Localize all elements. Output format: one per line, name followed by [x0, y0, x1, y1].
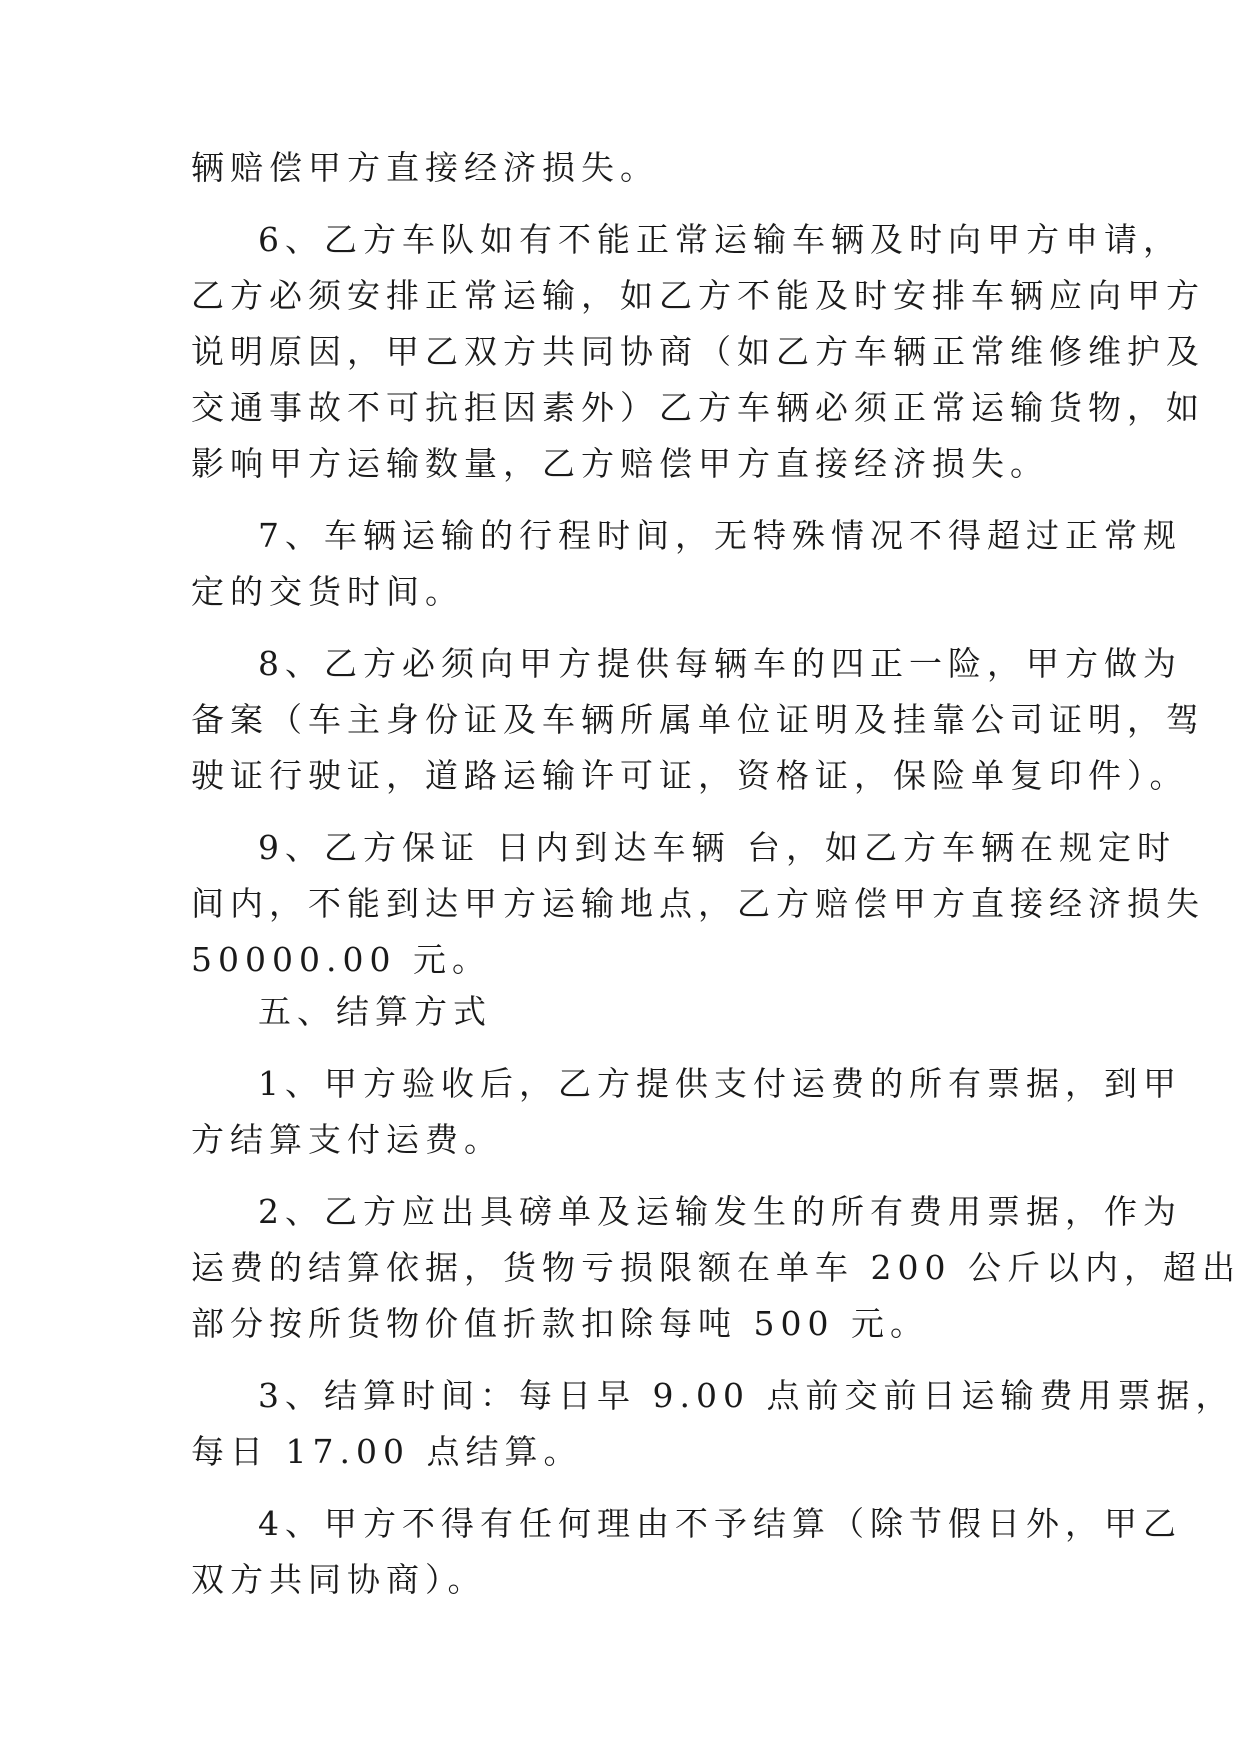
text-line: 说明原因，甲乙双方共同协商（如乙方车辆正常维修维护及 — [191, 332, 1205, 371]
text-line: 2、乙方应出具磅单及运输发生的所有费用票据，作为 — [258, 1192, 1182, 1231]
text-line: 每日 17.00 点结算。 — [191, 1432, 583, 1471]
text-line: 8、乙方必须向甲方提供每辆车的四正一险，甲方做为 — [258, 644, 1182, 683]
text-line: 7、车辆运输的行程时间，无特殊情况不得超过正常规 — [258, 516, 1182, 555]
text-line: 6、乙方车队如有不能正常运输车辆及时向甲方申请， — [258, 220, 1182, 259]
text-line: 辆赔偿甲方直接经济损失。 — [191, 148, 659, 187]
text-line: 3、结算时间：每日早 9.00 点前交前日运输费用票据， — [258, 1376, 1235, 1415]
text-line: 4、甲方不得有任何理由不予结算（除节假日外，甲乙 — [258, 1504, 1182, 1543]
text-line: 定的交货时间。 — [191, 572, 464, 611]
text-line: 备案（车主身份证及车辆所属单位证明及挂靠公司证明，驾 — [191, 700, 1205, 739]
text-line: 乙方必须安排正常运输，如乙方不能及时安排车辆应向甲方 — [191, 276, 1205, 315]
text-line: 交通事故不可抗拒因素外）乙方车辆必须正常运输货物，如 — [191, 388, 1205, 427]
text-line: 9、乙方保证 日内到达车辆 台，如乙方车辆在规定时 — [258, 828, 1176, 867]
text-line: 部分按所货物价值折款扣除每吨 500 元。 — [191, 1304, 929, 1343]
section-heading: 五、结算方式 — [258, 992, 492, 1031]
text-line: 间内，不能到达甲方运输地点，乙方赔偿甲方直接经济损失 — [191, 884, 1205, 923]
text-line: 方结算支付运费。 — [191, 1120, 503, 1159]
text-line: 运费的结算依据，货物亏损限额在单车 200 公斤以内，超出 — [191, 1248, 1241, 1287]
text-line: 影响甲方运输数量，乙方赔偿甲方直接经济损失。 — [191, 444, 1049, 483]
text-line: 驶证行驶证，道路运输许可证，资格证，保险单复印件）。 — [191, 756, 1189, 795]
text-line: 50000.00 元。 — [191, 940, 491, 979]
text-line: 1、甲方验收后，乙方提供支付运费的所有票据，到甲 — [258, 1064, 1182, 1103]
text-line: 双方共同协商）。 — [191, 1560, 487, 1599]
